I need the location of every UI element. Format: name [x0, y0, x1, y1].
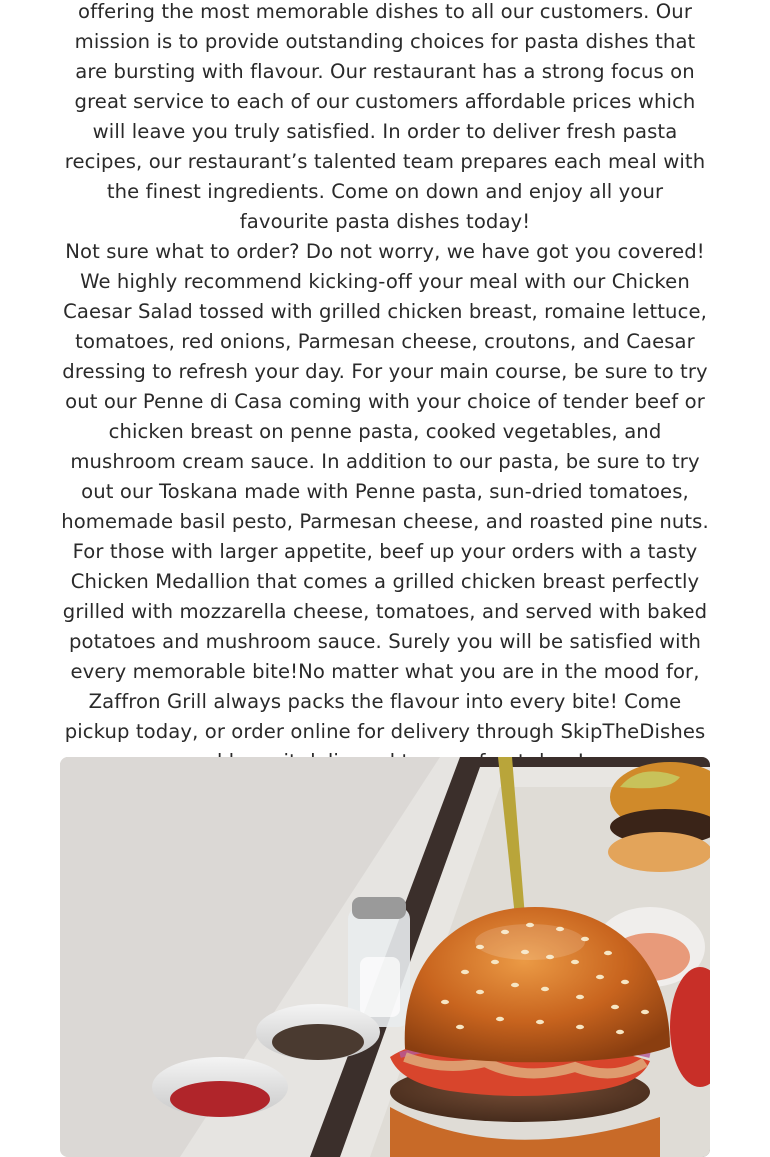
article-text — [60, 0, 710, 777]
burger-photo — [60, 757, 710, 1157]
intro-paragraph: offering the most memorable dishes to all our customers. Our mission is to provide outstanding choices for pasta dishes that are bursting with flavour. Our restaurant has a strong focus on great service to each of our customers affordable prices which will leave you truly satisfied. In order to deliver fresh pasta recipes, our restaurant’s talented team prepares each meal with the finest ingredients. Come on down and enjoy all your favourite pasta dishes today! — [64, 0, 706, 233]
menu-paragraph: Not sure what to order? Do not worry, we have got you covered! We highly recommend kicking-off your meal with our Chicken Caesar Salad tossed with grilled chicken breast, romaine lettuce, tomatoes, red onions, Parmesan cheese, croutons, and Caesar dressing to refresh your day. For your main course, be sure to try out our Penne di Casa coming with your choice of tender beef or chicken breast on penne pasta, cooked vegetables, and mushroom cream sauce. In addition to our pasta, be sure to try out our Toskana made with Penne pasta, sun-dried tomatoes, homemade basil pesto, Parmesan cheese, and roasted pine nuts. For those with larger appetite, beef up your orders with a tasty Chicken Medallion that comes a grilled chicken breast perfectly grilled with mozzarella cheese, tomatoes, and served with baked potatoes and mushroom sauce. Surely you will be satisfied with every memorable bite!No matter what you are in the mood for, Zaffron Grill always packs the flavour into every bite! Come pickup today, or order online for delivery through SkipTheDishes — [61, 240, 709, 743]
burger-illustration — [60, 757, 710, 1157]
